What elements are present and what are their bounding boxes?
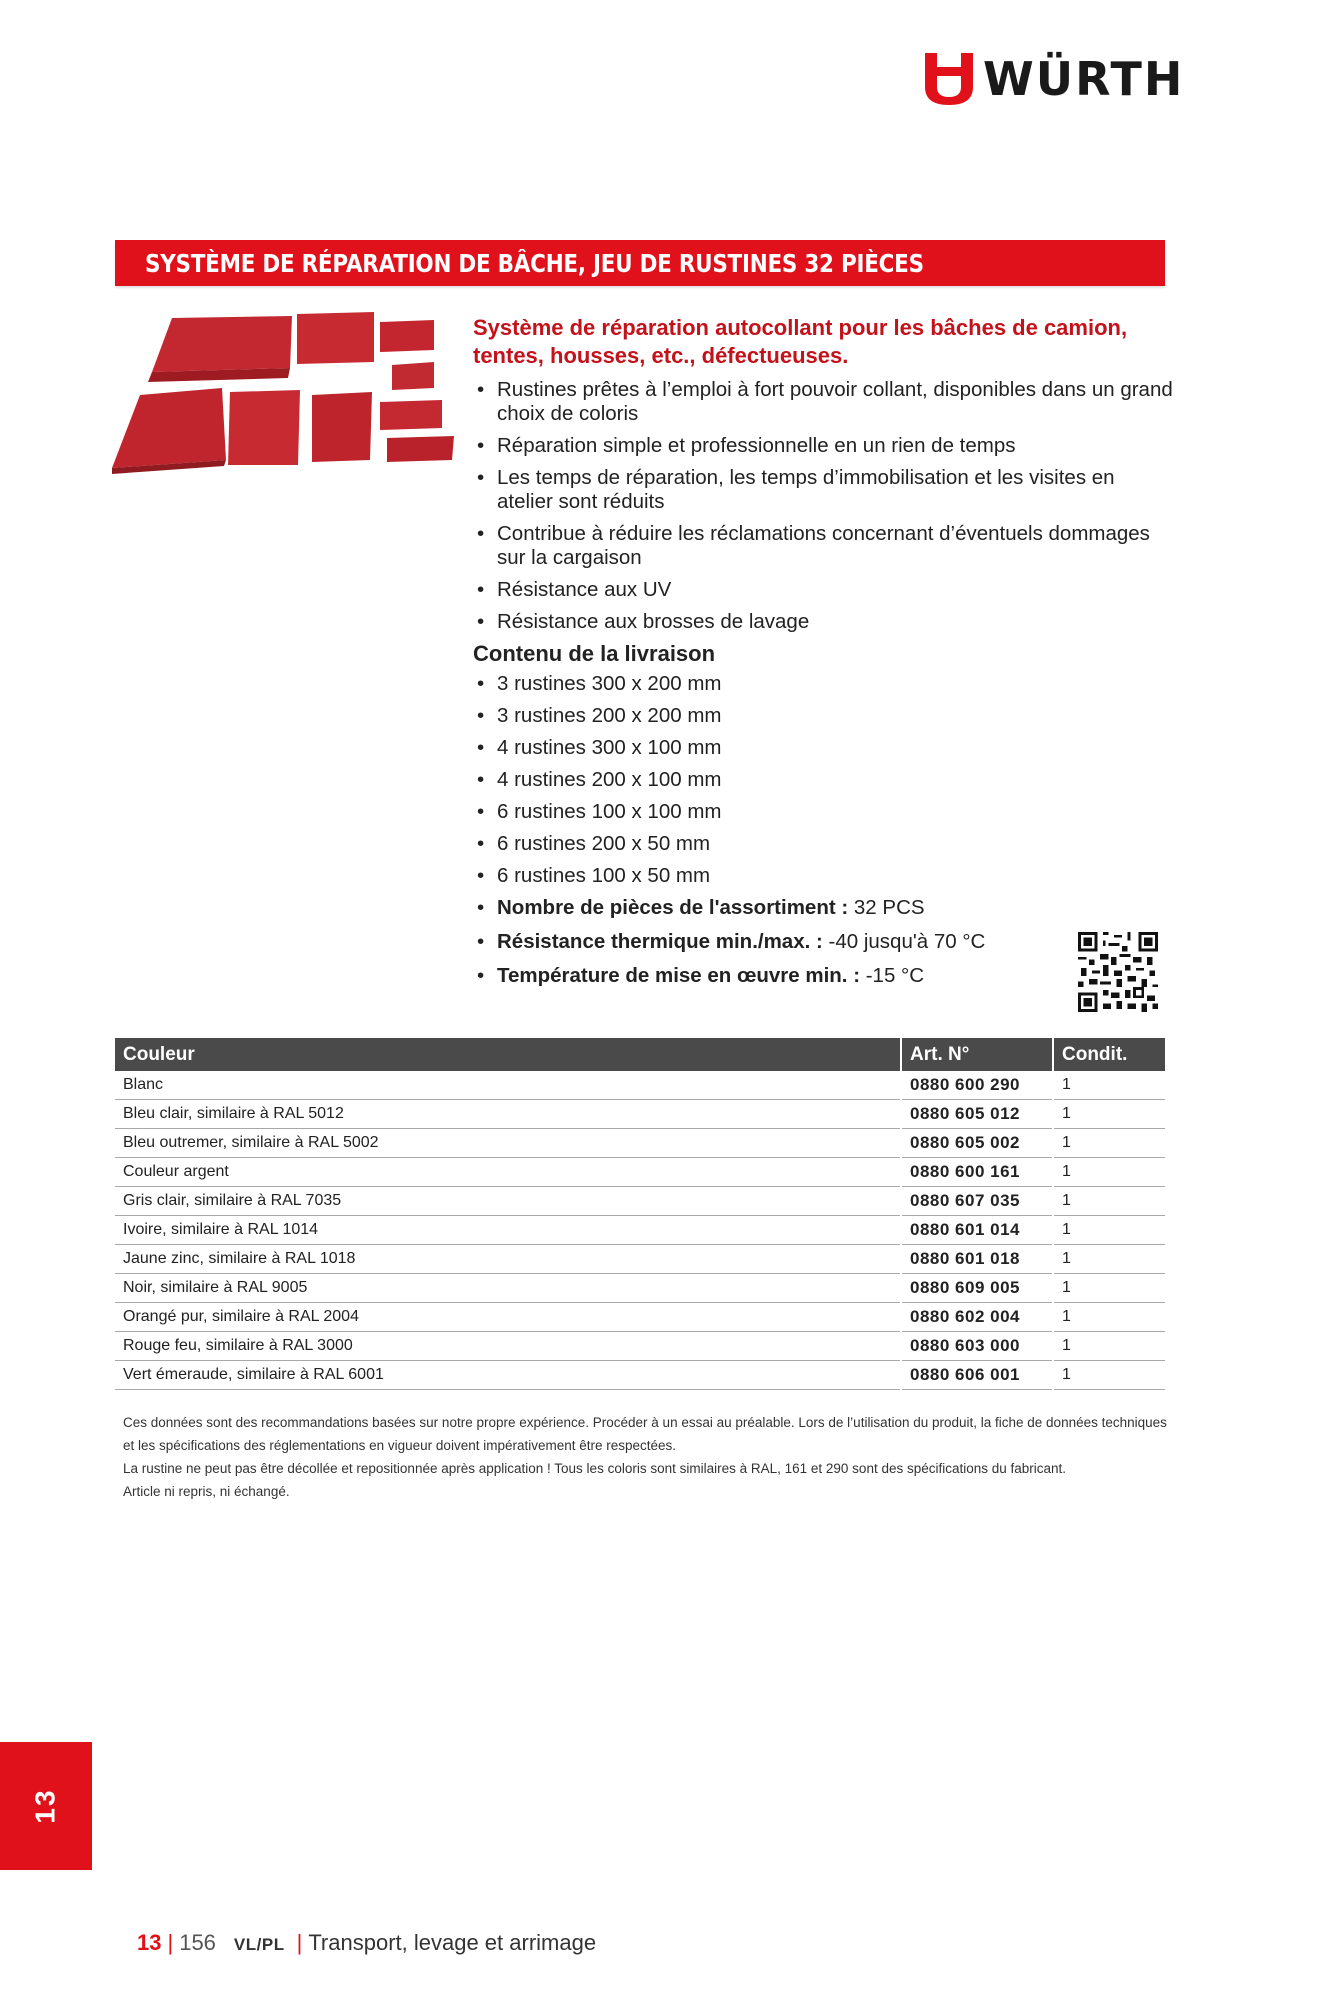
color-cell: Vert émeraude, similaire à RAL 6001 (115, 1361, 901, 1390)
table-row (115, 1361, 1165, 1390)
product-title-bar (115, 240, 1165, 286)
list-item: • Résistance aux UV (473, 578, 1173, 602)
article-number-cell: 0880 606 001 (901, 1361, 1053, 1390)
packaging-cell: 1 (1053, 1100, 1165, 1129)
article-number-cell: 0880 605 002 (901, 1129, 1053, 1158)
list-item: • 4 rustines 200 x 100 mm (473, 768, 1173, 792)
color-cell: Ivoire, similaire à RAL 1014 (115, 1216, 901, 1245)
spec-label: Température de mise en œuvre min. : (497, 964, 861, 987)
list-item: • Les temps de réparation, les temps d’immobilisation et les visites en atelier sont réduits (473, 466, 1173, 514)
brand-name: WÜRTH (983, 52, 1185, 106)
table-row (115, 1100, 1165, 1129)
list-item: • 6 rustines 100 x 100 mm (473, 800, 1173, 824)
table-row (115, 1187, 1165, 1216)
spec-label: Nombre de pièces de l'assortiment : (497, 896, 849, 919)
packaging-cell: 1 (1053, 1187, 1165, 1216)
table-row (115, 1216, 1165, 1245)
packaging-cell: 1 (1053, 1071, 1165, 1100)
color-cell: Gris clair, similaire à RAL 7035 (115, 1187, 901, 1216)
packaging-cell: 1 (1053, 1303, 1165, 1332)
table-row (115, 1129, 1165, 1158)
spec-item (473, 896, 1173, 920)
list-item: • 4 rustines 300 x 100 mm (473, 736, 1173, 760)
color-cell: Rouge feu, similaire à RAL 3000 (115, 1332, 901, 1361)
color-cell: Couleur argent (115, 1158, 901, 1187)
table-row (115, 1274, 1165, 1303)
chapter-tab (0, 1742, 92, 1870)
list-item: • 6 rustines 100 x 50 mm (473, 864, 1173, 888)
spec-value: 32 PCS (848, 896, 925, 919)
table-row (115, 1158, 1165, 1187)
total-pages: 156 (179, 1930, 216, 1955)
list-item: • Résistance aux brosses de lavage (473, 610, 1173, 634)
article-number-cell: 0880 600 290 (901, 1071, 1053, 1100)
packaging-cell: 1 (1053, 1158, 1165, 1187)
table-row (115, 1245, 1165, 1274)
product-subtitle: Système de réparation autocollant pour les bâches de camion, tentes, housses, etc., défectueuses. (473, 315, 1128, 368)
list-item: • Rustines prêtes à l’emploi à fort pouvoir collant, disponibles dans un grand choix de coloris (473, 378, 1173, 426)
qr-code-icon[interactable] (1078, 932, 1158, 1012)
article-number-cell: 0880 605 012 (901, 1100, 1053, 1129)
chapter-number: 13 (30, 1788, 61, 1824)
packaging-cell: 1 (1053, 1216, 1165, 1245)
list-item: • Réparation simple et professionnelle en un rien de temps (473, 434, 1173, 458)
footnote: Ces données sont des recommandations basées sur notre propre expérience. Procéder à un essai au préalable. Lors de l’utilisation du produit, la fiche de données techniques et les spécifications des réglementations en vigueur doivent impérativement être respectées. (123, 1415, 1167, 1453)
footer-separator: | (167, 1930, 174, 1955)
footnote: Article ni repris, ni échangé. (123, 1484, 290, 1499)
wurth-logo-icon (925, 53, 973, 105)
column-header-packaging: Condit. (1053, 1038, 1165, 1071)
color-cell: Bleu outremer, similaire à RAL 5002 (115, 1129, 901, 1158)
article-number-cell: 0880 601 014 (901, 1216, 1053, 1245)
table-row (115, 1071, 1165, 1100)
article-number-cell: 0880 609 005 (901, 1274, 1053, 1303)
color-cell: Blanc (115, 1071, 901, 1100)
page-number: 13 (137, 1930, 162, 1955)
list-item: • 3 rustines 300 x 200 mm (473, 672, 1173, 696)
article-number-cell: 0880 607 035 (901, 1187, 1053, 1216)
packaging-cell: 1 (1053, 1245, 1165, 1274)
contents-list (473, 672, 1173, 888)
color-cell: Noir, similaire à RAL 9005 (115, 1274, 901, 1303)
table-header-row (115, 1038, 1165, 1071)
packaging-cell: 1 (1053, 1361, 1165, 1390)
column-header-article-number: Art. N° (901, 1038, 1053, 1071)
product-title: SYSTÈME DE RÉPARATION DE BÂCHE, JEU DE RUSTINES 32 PIÈCES (145, 248, 924, 278)
footnote: La rustine ne peut pas être décollée et repositionnée après application ! Tous les coloris sont similaires à RAL, 161 et 290 sont des spécifications du fabricant. (123, 1461, 1067, 1476)
product-description (473, 314, 1173, 998)
packaging-cell: 1 (1053, 1332, 1165, 1361)
footer-section: Transport, levage et arrimage (308, 1930, 597, 1955)
table-row (115, 1332, 1165, 1361)
feature-list (473, 378, 1173, 634)
footnotes (123, 1411, 1173, 1503)
packaging-cell: 1 (1053, 1274, 1165, 1303)
footer-separator: | (296, 1930, 303, 1955)
packaging-cell: 1 (1053, 1129, 1165, 1158)
spec-list (473, 896, 1173, 988)
footer-category: VL/PL (233, 1935, 285, 1954)
color-cell: Jaune zinc, similaire à RAL 1018 (115, 1245, 901, 1274)
contents-heading: Contenu de la livraison (473, 641, 716, 666)
article-number-cell: 0880 601 018 (901, 1245, 1053, 1274)
list-item: • 6 rustines 200 x 50 mm (473, 832, 1173, 856)
wurth-logo (925, 52, 1184, 106)
article-number-cell: 0880 602 004 (901, 1303, 1053, 1332)
list-item: • 3 rustines 200 x 200 mm (473, 704, 1173, 728)
spec-value: -15 °C (860, 964, 925, 987)
article-number-cell: 0880 603 000 (901, 1332, 1053, 1361)
list-item: • Contribue à réduire les réclamations concernant d’éventuels dommages sur la cargaison (473, 522, 1173, 570)
page-footer (137, 1930, 596, 1956)
table-row (115, 1303, 1165, 1332)
spec-item (473, 964, 1173, 988)
color-cell: Orangé pur, similaire à RAL 2004 (115, 1303, 901, 1332)
spec-label: Résistance thermique min./max. : (497, 930, 823, 953)
color-cell: Bleu clair, similaire à RAL 5012 (115, 1100, 901, 1129)
article-number-cell: 0880 600 161 (901, 1158, 1053, 1187)
color-article-table (115, 1038, 1165, 1390)
spec-value: -40 jusqu'à 70 °C (822, 930, 986, 953)
product-image (112, 310, 454, 475)
spec-item (473, 930, 1173, 954)
column-header-color: Couleur (115, 1038, 901, 1071)
